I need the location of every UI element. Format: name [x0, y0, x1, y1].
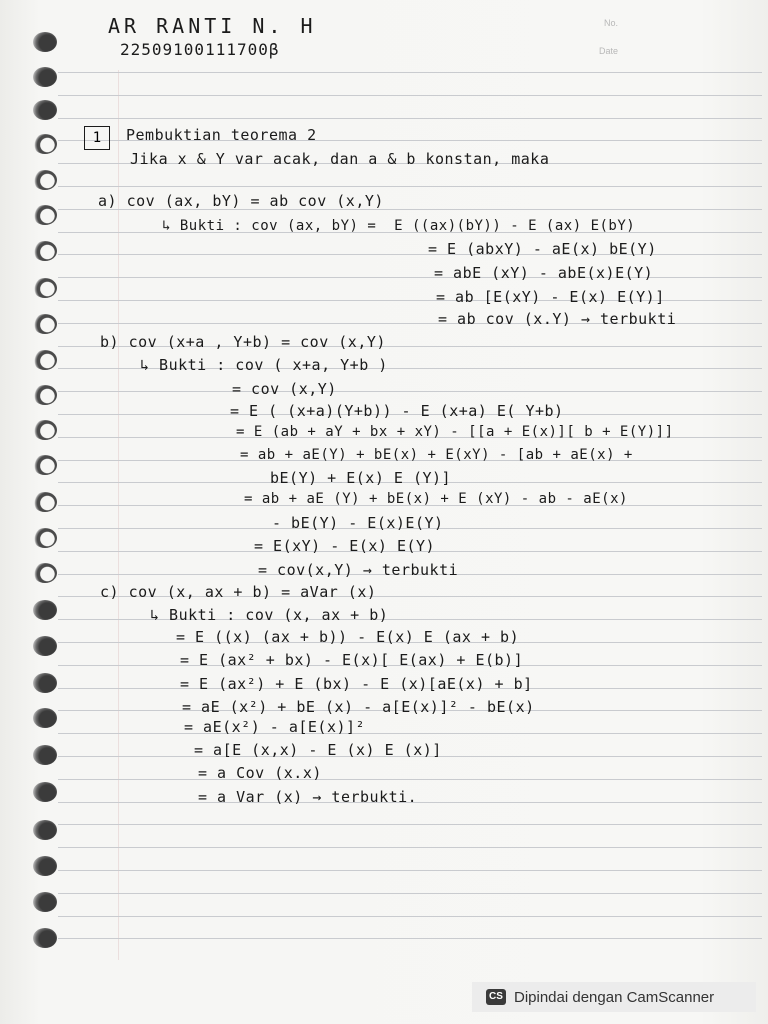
line-13: = E (ab + aY + bx + xY) - [[a + E(x)][ b + E(Y)]] [236, 424, 674, 440]
ruled-line [58, 118, 762, 119]
binder-hole [33, 745, 57, 765]
ruled-line [58, 870, 762, 871]
line-14: = ab + aE(Y) + bE(x) + E(xY) - [ab + aE(x) + [240, 447, 633, 463]
line-6: = abE (xY) - abE(x)E(Y) [434, 264, 654, 282]
ruled-line [58, 938, 762, 939]
binder-hole [33, 782, 57, 802]
camscanner-logo-icon: CS [486, 989, 506, 1005]
binder-hole [33, 820, 57, 840]
ruled-line [58, 916, 762, 917]
line-2: Jika x & Y var acak, dan a & b konstan, maka [130, 150, 550, 168]
line-11: = cov (x,Y) [232, 380, 337, 398]
binder-hole [33, 636, 57, 656]
binder-hole [33, 892, 57, 912]
stamp-date: Date [598, 46, 618, 56]
line-28: = a Cov (x.x) [198, 764, 322, 782]
problem-number-box: 1 [84, 126, 110, 150]
ruled-line [58, 824, 762, 825]
line-17: - bE(Y) - E(x)E(Y) [272, 514, 444, 532]
line-23: = E (ax² + bx) - E(x)[ E(ax) + E(b)] [180, 651, 524, 669]
binder-hole [33, 673, 57, 693]
binder-hole [33, 385, 57, 405]
binder-hole [33, 134, 57, 154]
line-22: = E ((x) (ax + b)) - E(x) E (ax + b) [176, 628, 520, 646]
line-26: = aE(x²) - a[E(x)]² [184, 718, 366, 736]
binder-hole [33, 455, 57, 475]
ruled-line [58, 779, 762, 780]
binder-hole [33, 928, 57, 948]
ruled-line [58, 277, 762, 278]
student-id: 22509100111700β [120, 40, 280, 59]
line-10: ↳ Bukti : cov ( x+a, Y+b ) [140, 356, 388, 374]
line-18: = E(xY) - E(x) E(Y) [254, 537, 436, 555]
binder-hole [33, 170, 57, 190]
binder-hole [33, 241, 57, 261]
line-27: = a[E (x,x) - E (x) E (x)] [194, 741, 442, 759]
stamp-no: No. [603, 18, 618, 28]
binder-hole [33, 67, 57, 87]
ruled-line [58, 893, 762, 894]
binder-hole [33, 600, 57, 620]
line-29: = a Var (x) → terbukti. [198, 788, 418, 806]
binder-hole [33, 32, 57, 52]
binder-hole [33, 420, 57, 440]
line-3: a) cov (ax, bY) = ab cov (x,Y) [98, 192, 384, 210]
line-21: ↳ Bukti : cov (x, ax + b) [150, 606, 389, 624]
ruled-line [58, 186, 762, 187]
binder-hole [33, 314, 57, 334]
camscanner-footer [472, 982, 756, 1012]
binder-hole [33, 528, 57, 548]
line-19: = cov(x,Y) → terbukti [258, 561, 459, 579]
line-12: = E ( (x+a)(Y+b)) - E (x+a) E( Y+b) [230, 402, 564, 420]
binder-hole [33, 278, 57, 298]
binder-hole [33, 205, 57, 225]
ruled-line [58, 733, 762, 734]
binder-hole [33, 708, 57, 728]
line-8: = ab cov (x.Y) → terbukti [438, 310, 677, 328]
camscanner-text: Dipindai dengan CamScanner [514, 988, 715, 1006]
binder-hole [33, 856, 57, 876]
line-9: b) cov (x+a , Y+b) = cov (x,Y) [100, 333, 386, 351]
line-4: ↳ Bukti : cov (ax, bY) = E ((ax)(bY)) - E (ax) E(bY) [162, 218, 636, 234]
line-25: = aE (x²) + bE (x) - a[E(x)]² - bE(x) [182, 698, 535, 716]
ruled-line [58, 72, 762, 73]
line-5: = E (abxY) - aE(x) bE(Y) [428, 240, 657, 258]
line-7: = ab [E(xY) - E(x) E(Y)] [436, 288, 665, 306]
ruled-line [58, 95, 762, 96]
binder-hole [33, 563, 57, 583]
ruled-line [58, 847, 762, 848]
binder-hole [33, 100, 57, 120]
student-name: AR RANTI N. H [108, 14, 317, 38]
binder-hole [33, 492, 57, 512]
line-20: c) cov (x, ax + b) = aVar (x) [100, 583, 377, 601]
binder-hole [33, 350, 57, 370]
line-24: = E (ax²) + E (bx) - E (x)[aE(x) + b] [180, 675, 533, 693]
line-16: = ab + aE (Y) + bE(x) + E (xY) - ab - aE(x) [244, 491, 628, 507]
line-15: bE(Y) + E(x) E (Y)] [270, 469, 452, 487]
line-1: Pembuktian teorema 2 [126, 126, 317, 144]
ruled-line [58, 391, 762, 392]
